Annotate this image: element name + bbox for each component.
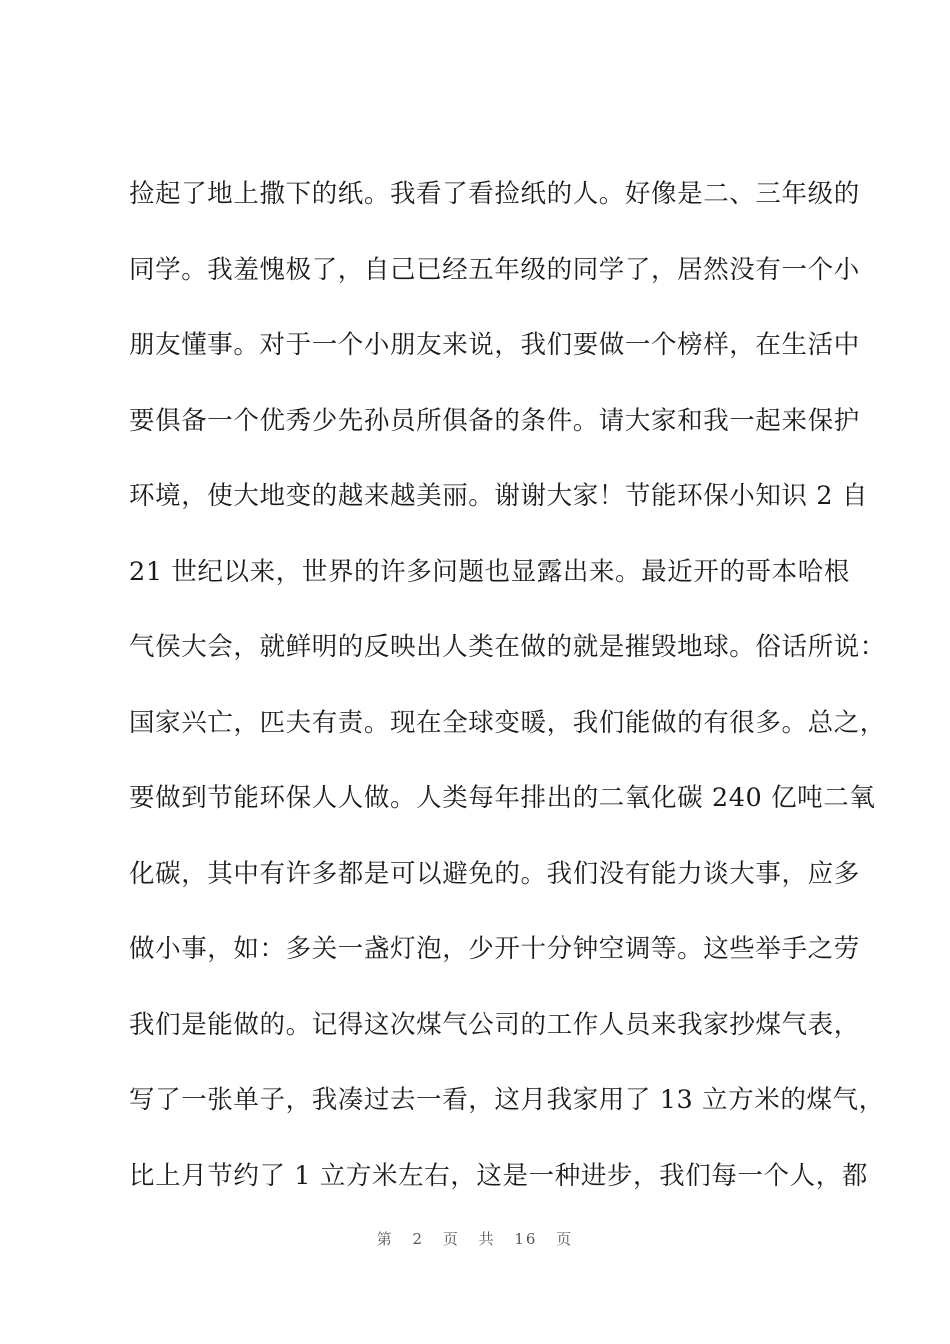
text-line: 21 世纪以来，世界的许多问题也显露出来。最近开的哥本哈根 xyxy=(129,556,850,587)
text-line: 要俱备一个优秀少先孙员所俱备的条件。请大家和我一起来保护 xyxy=(129,405,860,436)
text-line: 气侯大会，就鲜明的反映出人类在做的就是摧毁地球。俗话所说： xyxy=(129,632,886,662)
body-text xyxy=(129,174,886,1231)
text-line: 我们是能做的。记得这次煤气公司的工作人员来我家抄煤气表， xyxy=(129,1009,860,1040)
text-line: 捡起了地上撒下的纸。我看了看捡纸的人。好像是二、三年级的 xyxy=(129,179,860,209)
text-line: 比上月节约了 1 立方米左右，这是一种进步，我们每一个人，都 xyxy=(129,1160,868,1191)
page-number-footer: 第 2 页 共 16 页 xyxy=(376,1230,574,1248)
text-line: 写了一张单子，我凑过去一看，这月我家用了 13 立方米的煤气， xyxy=(129,1085,885,1115)
text-line: 化碳，其中有许多都是可以避免的。我们没有能力谈大事，应多 xyxy=(129,858,860,889)
text-line: 同学。我羞愧极了，自己已经五年级的同学了，居然没有一个小 xyxy=(129,254,860,285)
text-line: 做小事，如：多关一盏灯泡，少开十分钟空调等。这些举手之劳 xyxy=(129,934,860,964)
text-line: 朋友懂事。对于一个小朋友来说，我们要做一个榜样，在生活中 xyxy=(129,330,860,360)
text-line: 要做到节能环保人人做。人类每年排出的二氧化碳 240 亿吨二氧 xyxy=(129,783,876,813)
text-line: 国家兴亡，匹夫有责。现在全球变暖，我们能做的有很多。总之， xyxy=(129,707,886,738)
text-line: 环境，使大地变的越来越美丽。谢谢大家！节能环保小知识 2 自 xyxy=(129,481,868,511)
